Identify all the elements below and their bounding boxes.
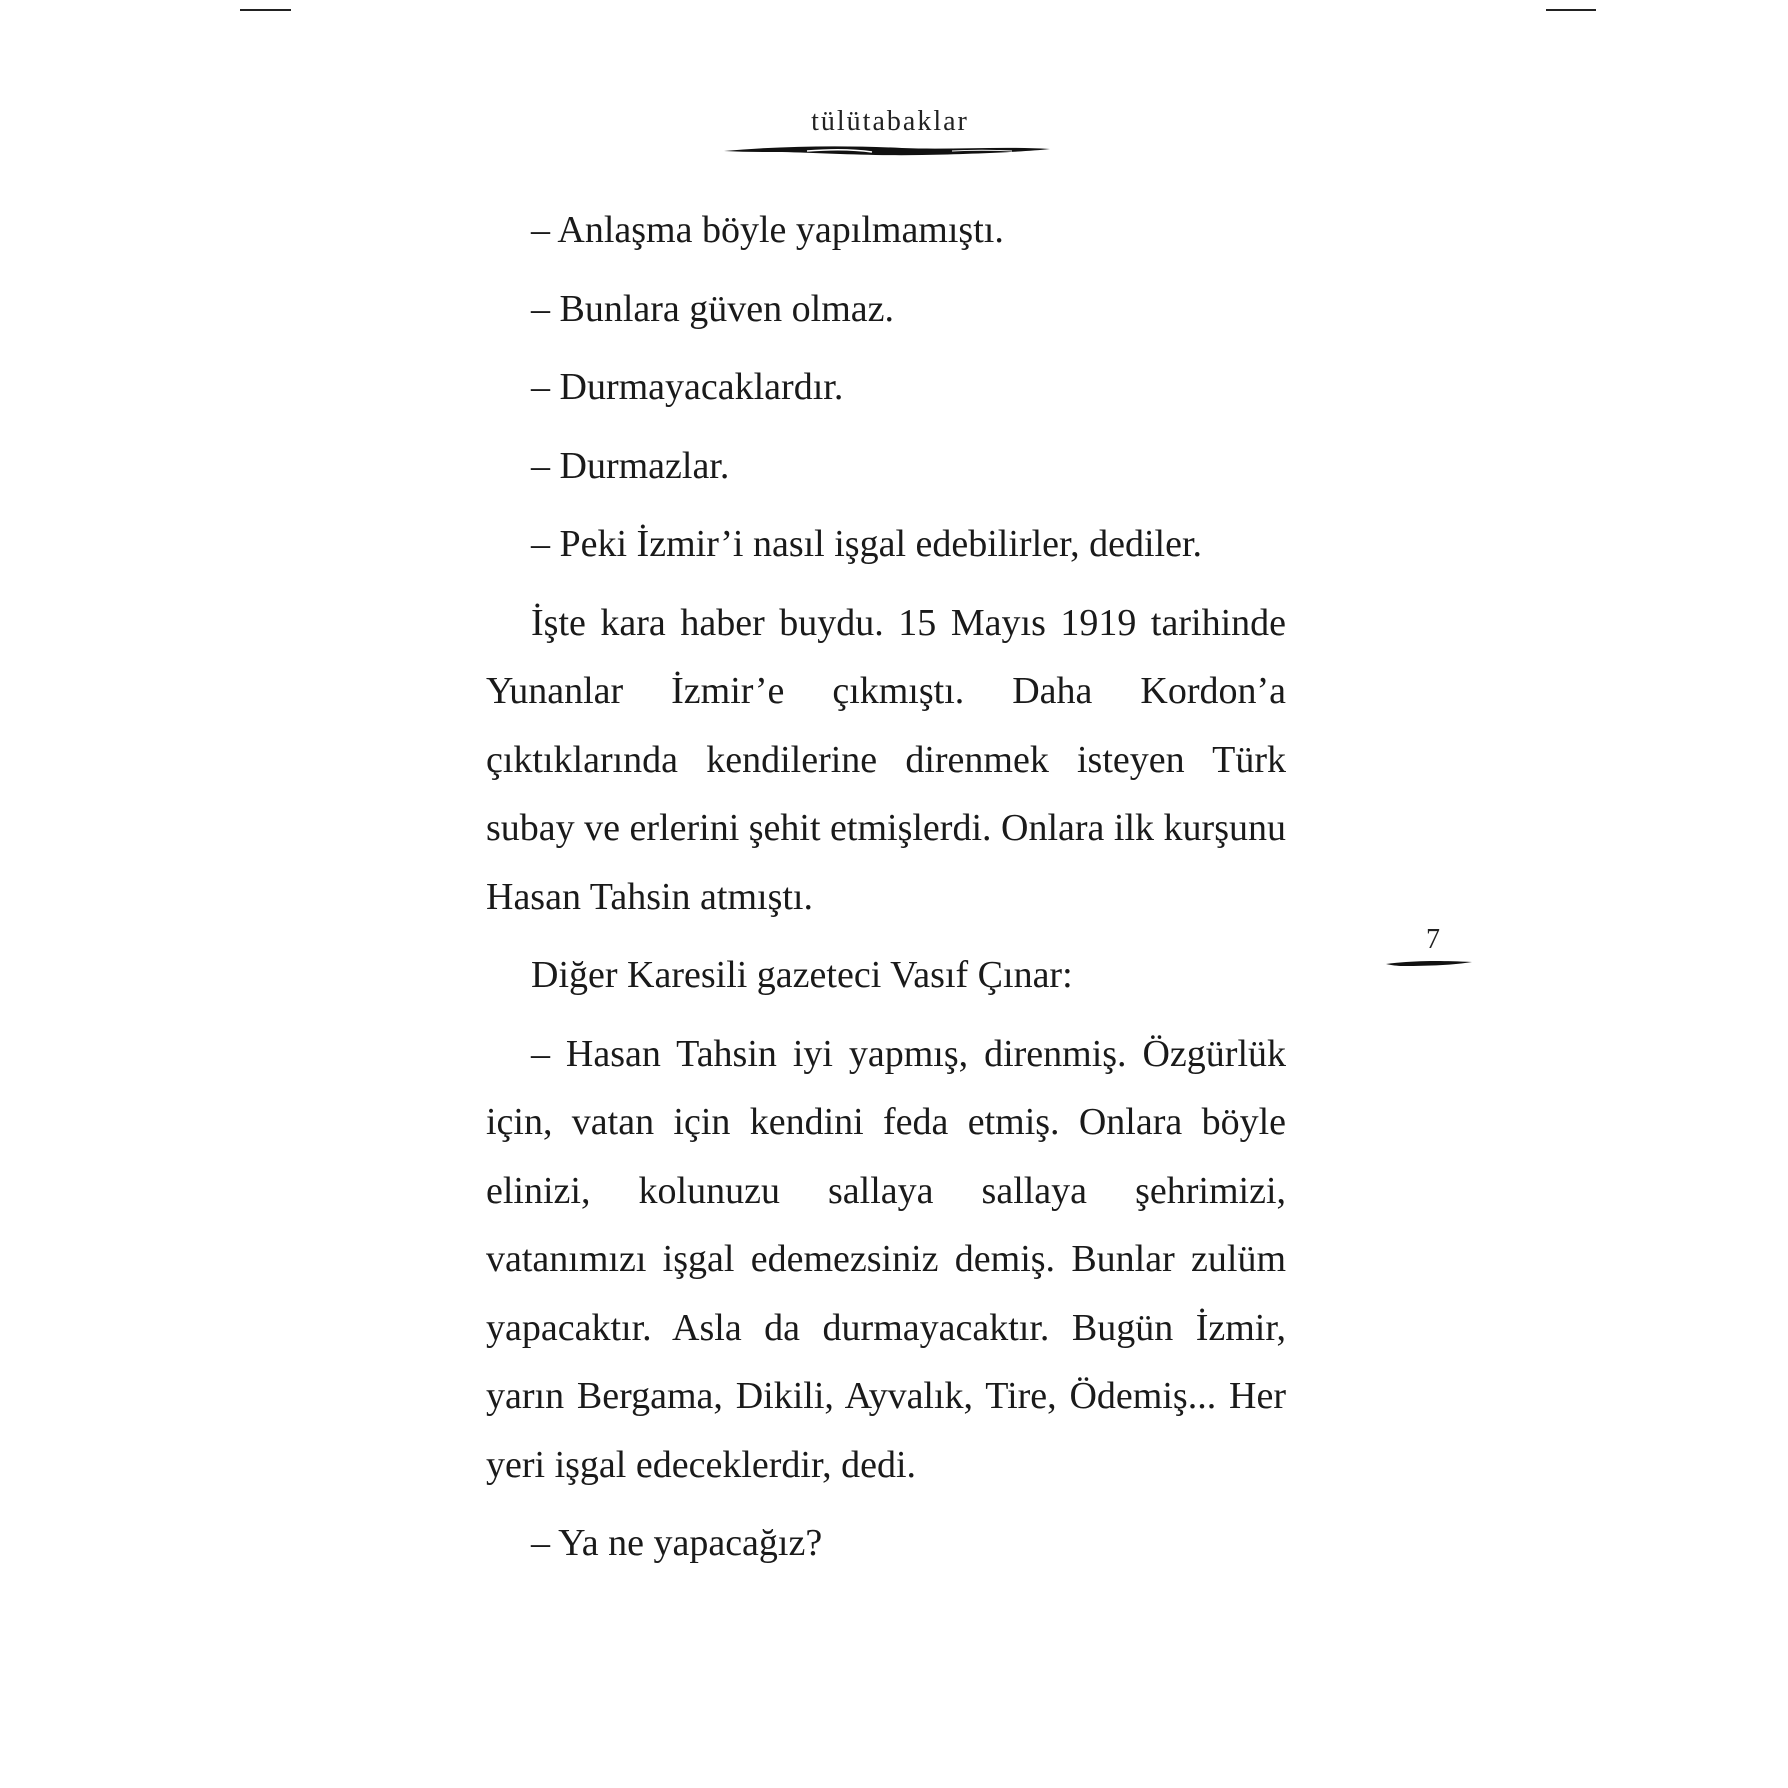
dialogue-line: – Durmazlar. [531, 444, 730, 487]
page-number: 7 [1426, 924, 1440, 955]
paragraph: Diğer Karesili gazeteci Vasıf Çınar: [531, 954, 1073, 996]
page-body-text [486, 196, 1286, 1588]
dialogue-line: – Bunlara güven olmaz. [531, 287, 895, 330]
crop-mark-right [1546, 9, 1596, 11]
running-head-title: tülütabaklar [811, 106, 969, 137]
running-head [720, 106, 1060, 138]
dialogue-line: – Durmayacaklardır. [531, 366, 844, 408]
dialogue-line: – Peki İzmir’i nasıl işgal edebilirler, dediler. [531, 523, 1203, 565]
running-head-brush-stroke [722, 140, 1052, 160]
crop-mark-left [240, 9, 291, 11]
paragraph: İşte kara haber buydu. 15 Mayıs 1919 tarihinde Yunanlar İzmir’e çıkmıştı. Daha Kordon’a çıktıklarında kendilerine direnmek isteyen Türk subay ve erlerini şehit etmişlerdi. Onlara ilk kurşunu Hasan Tahsin atmıştı. [486, 601, 1286, 918]
dialogue-line: – Hasan Tahsin iyi yapmış, direnmiş. Özgürlük için, vatan için kendini feda etmiş. Onlara böyle elinizi, kolunuzu sallaya sallaya şehrimizi, vatanımızı işgal edemezsiniz demiş. Bunlar zulüm yapacaktır. Asla da durmayacaktır. Bugün İzmir, yarın Bergama, Dikili, Ayvalık, Tire, Ödemiş... Her yeri işgal edeceklerdir, dedi. [486, 1032, 1286, 1486]
page-folio [1384, 924, 1474, 974]
dialogue-line: – Ya ne yapacağız? [531, 1522, 823, 1564]
page-number-brush-stroke [1384, 956, 1474, 970]
dialogue-line: – Anlaşma böyle yapılmamıştı. [531, 209, 1004, 251]
